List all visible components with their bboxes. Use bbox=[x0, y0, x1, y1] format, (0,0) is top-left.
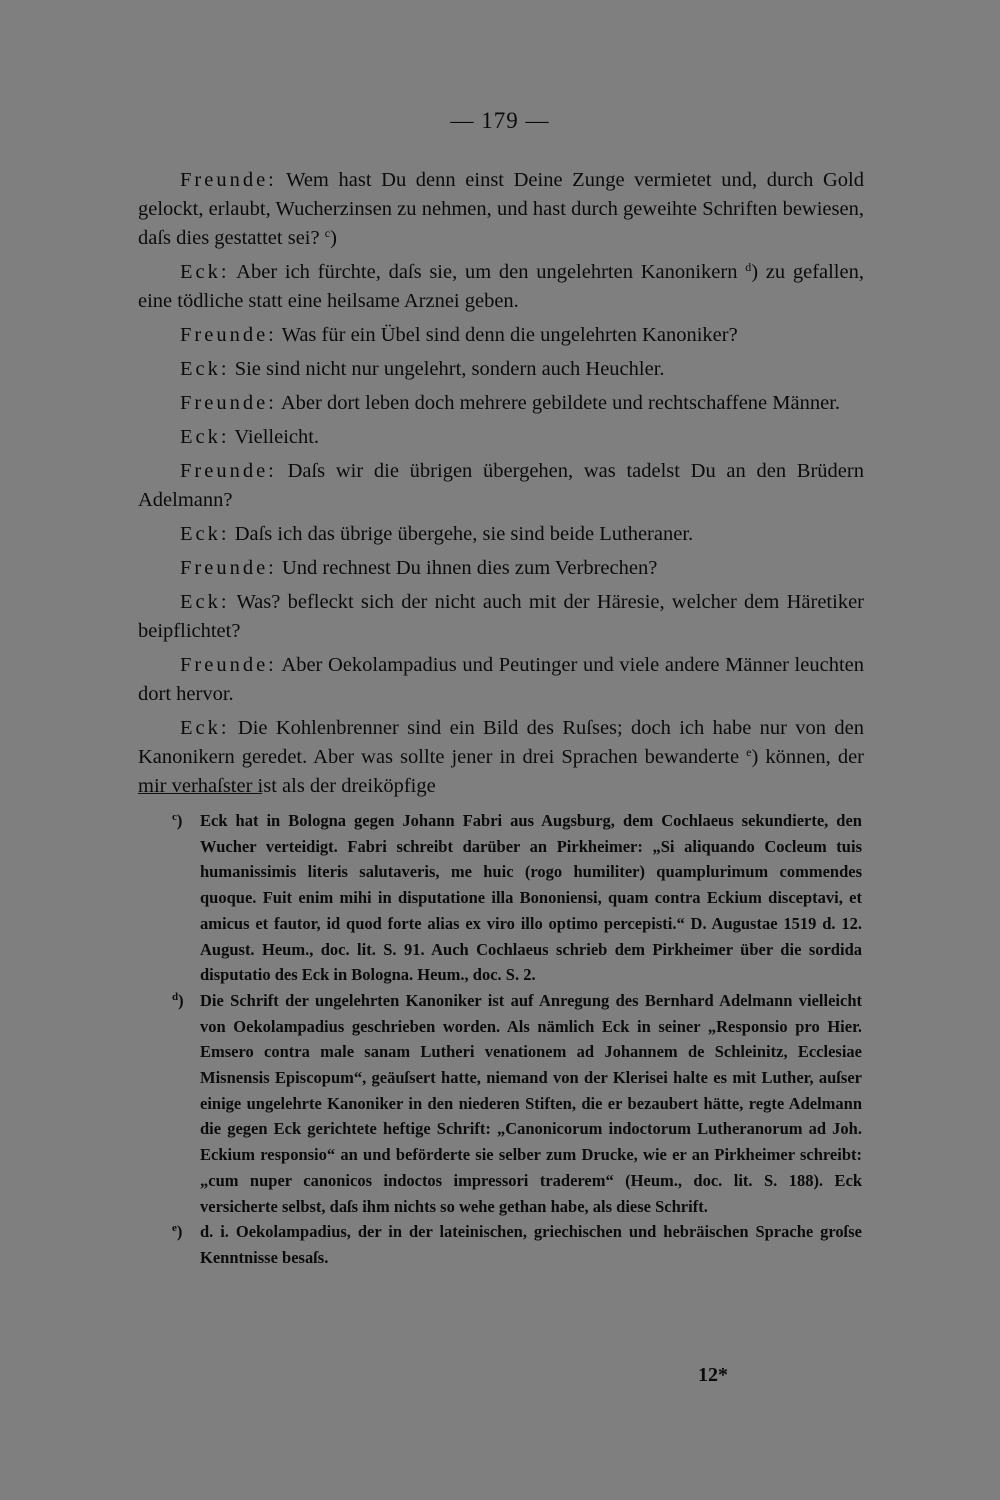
paragraph-text: Sie sind nicht nur ungelehrt, sondern auch Heuchler. bbox=[229, 358, 665, 380]
dialogue-paragraph bbox=[138, 258, 864, 316]
speaker: Freunde: bbox=[180, 392, 277, 414]
footnote bbox=[172, 808, 862, 988]
speaker: Eck: bbox=[180, 358, 230, 380]
paragraph-text: Was? befleckt sich der nicht auch mit der Häresie, welcher dem Häretiker beipflichtet? bbox=[138, 591, 864, 642]
speaker: Freunde: bbox=[180, 324, 277, 346]
speaker: Eck: bbox=[180, 717, 230, 739]
footnote-text: d. i. Oekolampadius, der in der lateinischen, griechischen und hebräischen Sprache groſse Kenntnisse besaſs. bbox=[200, 1222, 862, 1267]
footnote bbox=[172, 1219, 862, 1270]
speaker: Eck: bbox=[180, 426, 230, 448]
signature-mark: 12* bbox=[698, 1364, 728, 1386]
footnotes bbox=[172, 808, 862, 1271]
paragraph-text-tail: ) zu gefallen, eine tödliche statt eine heilsame Arznei geben. bbox=[138, 261, 864, 312]
footnote-mark: $^e$) bbox=[172, 1222, 183, 1242]
footnote-ref: c bbox=[324, 226, 331, 240]
footnote-mark: $^c$) bbox=[172, 811, 183, 830]
dialogue-text bbox=[138, 166, 864, 806]
paragraph-text: Daſs wir die übrigen übergehen, was tadelst Du an den Brüdern Adelmann? bbox=[138, 460, 864, 511]
footnote-mark-letter: c bbox=[172, 811, 177, 823]
dialogue-paragraph bbox=[138, 389, 864, 418]
dialogue-paragraph bbox=[138, 423, 864, 452]
footnote bbox=[172, 988, 862, 1219]
paragraph-text: Aber Oekolampadius und Peutinger und viele andere Männer leuchten dort hervor. bbox=[138, 654, 864, 705]
dialogue-paragraph bbox=[138, 588, 864, 646]
footnote-ref: d bbox=[745, 260, 752, 274]
speaker: Eck: bbox=[180, 261, 230, 283]
footnote-divider bbox=[138, 793, 262, 794]
paragraph-text: Wem hast Du denn einst Deine Zunge vermietet und, durch Gold gelockt, erlaubt, Wucherzinsen zu nehmen, und hast durch geweihte Schriften bewiesen, daſs dies gestattet sei? bbox=[138, 169, 864, 249]
footnote-ref: e bbox=[746, 745, 752, 759]
dialogue-paragraph bbox=[138, 520, 864, 549]
dialogue-paragraph bbox=[138, 321, 864, 350]
dialogue-paragraph bbox=[138, 714, 864, 801]
paragraph-text: Was für ein Übel sind denn die ungelehrten Kanoniker? bbox=[276, 324, 738, 346]
speaker: Freunde: bbox=[180, 557, 277, 579]
footnote-text: Die Schrift der ungelehrten Kanoniker ist auf Anregung des Bernhard Adelmann vielleicht von Oekolampadius geschrieben worden. Als nämlich Eck in seiner „Responsio pro Hier. Emsero contra male sanam Lutheri venationem ad Johannem de Schleinitz, Ecclesiae Misnensis Episcopum“, geäuſsert hatte, niemand von der Klerisei halte es mit Luther, auſser einige ungelehrte Kanoniker in den niederen Stiften, die er bezaubert hätte, regte Adelmann die gegen Eck gerichtete heftige Schrift: „Canonicorum indoctorum Lutheranorum ad Joh. Eckium responsio“ an und beförderte sie selber zum Drucke, wie er an Pirkheimer schreibt: „cum nuper canonicos indoctos impressori traderem“ (Heum., doc. lit. S. 188). Eck versicherte selbst, daſs ihm nichts so wehe gethan habe, als diese Schrift. bbox=[200, 990, 862, 1216]
speaker: Freunde: bbox=[180, 169, 277, 191]
speaker: Freunde: bbox=[180, 654, 277, 676]
paragraph-text-tail: ) können, der mir verhaſster ist als der dreiköpfige bbox=[138, 746, 864, 797]
footnote-mark-letter: d bbox=[172, 990, 179, 1003]
speaker: Eck: bbox=[180, 591, 230, 613]
speaker: Freunde: bbox=[180, 460, 277, 482]
speaker: Eck: bbox=[180, 523, 230, 545]
dialogue-paragraph bbox=[138, 554, 864, 583]
footnote-text: Eck hat in Bologna gegen Johann Fabri aus Augsburg, dem Cochlaeus sekundierte, den Wucher verteidigt. Fabri schreibt darüber an Pirkheimer: „Si aliquando Cocleum tuis humanissimis literis salutaveris, me huic (rogo humiliter) quamplurimum commendes quoque. Fuit enim mihi in disputatione illa Bononiensi, quam contra Eckium disceptavi, et amicus et fautor, id quod forte alias ex viro illo optimo percepisti.“ D. Augustae 1519 d. 12. August. Heum., doc. lit. S. 91. Auch Cochlaeus schrieb dem Pirkheimer über die sordida disputatio des Eck in Bologna. Heum., doc. S. 2. bbox=[200, 811, 862, 985]
paragraph-text: Aber ich fürchte, daſs sie, um den ungelehrten Kanonikern bbox=[229, 261, 746, 283]
paragraph-text: Aber dort leben doch mehrere gebildete und rechtschaffene Männer. bbox=[276, 392, 841, 414]
dialogue-paragraph bbox=[138, 355, 864, 384]
paragraph-text: Daſs ich das übrige übergehe, sie sind beide Lutheraner. bbox=[229, 523, 694, 545]
paragraph-text: Und rechnest Du ihnen dies zum Verbrechen? bbox=[276, 557, 658, 579]
footnote-mark-letter: e bbox=[172, 1222, 177, 1235]
paragraph-text: Vielleicht. bbox=[229, 426, 320, 448]
dialogue-paragraph bbox=[138, 651, 864, 709]
dialogue-paragraph bbox=[138, 166, 864, 253]
page-number: — 179 — bbox=[450, 108, 550, 133]
dialogue-paragraph bbox=[138, 457, 864, 515]
paragraph-text: Die Kohlenbrenner sind ein Bild des Ruſses; doch ich habe nur von den Kanonikern geredet. Aber was sollte jener in drei Sprachen bewanderte bbox=[138, 717, 864, 768]
paragraph-text-tail: ) bbox=[330, 227, 337, 249]
footnote-mark: $^d$) bbox=[172, 990, 184, 1010]
